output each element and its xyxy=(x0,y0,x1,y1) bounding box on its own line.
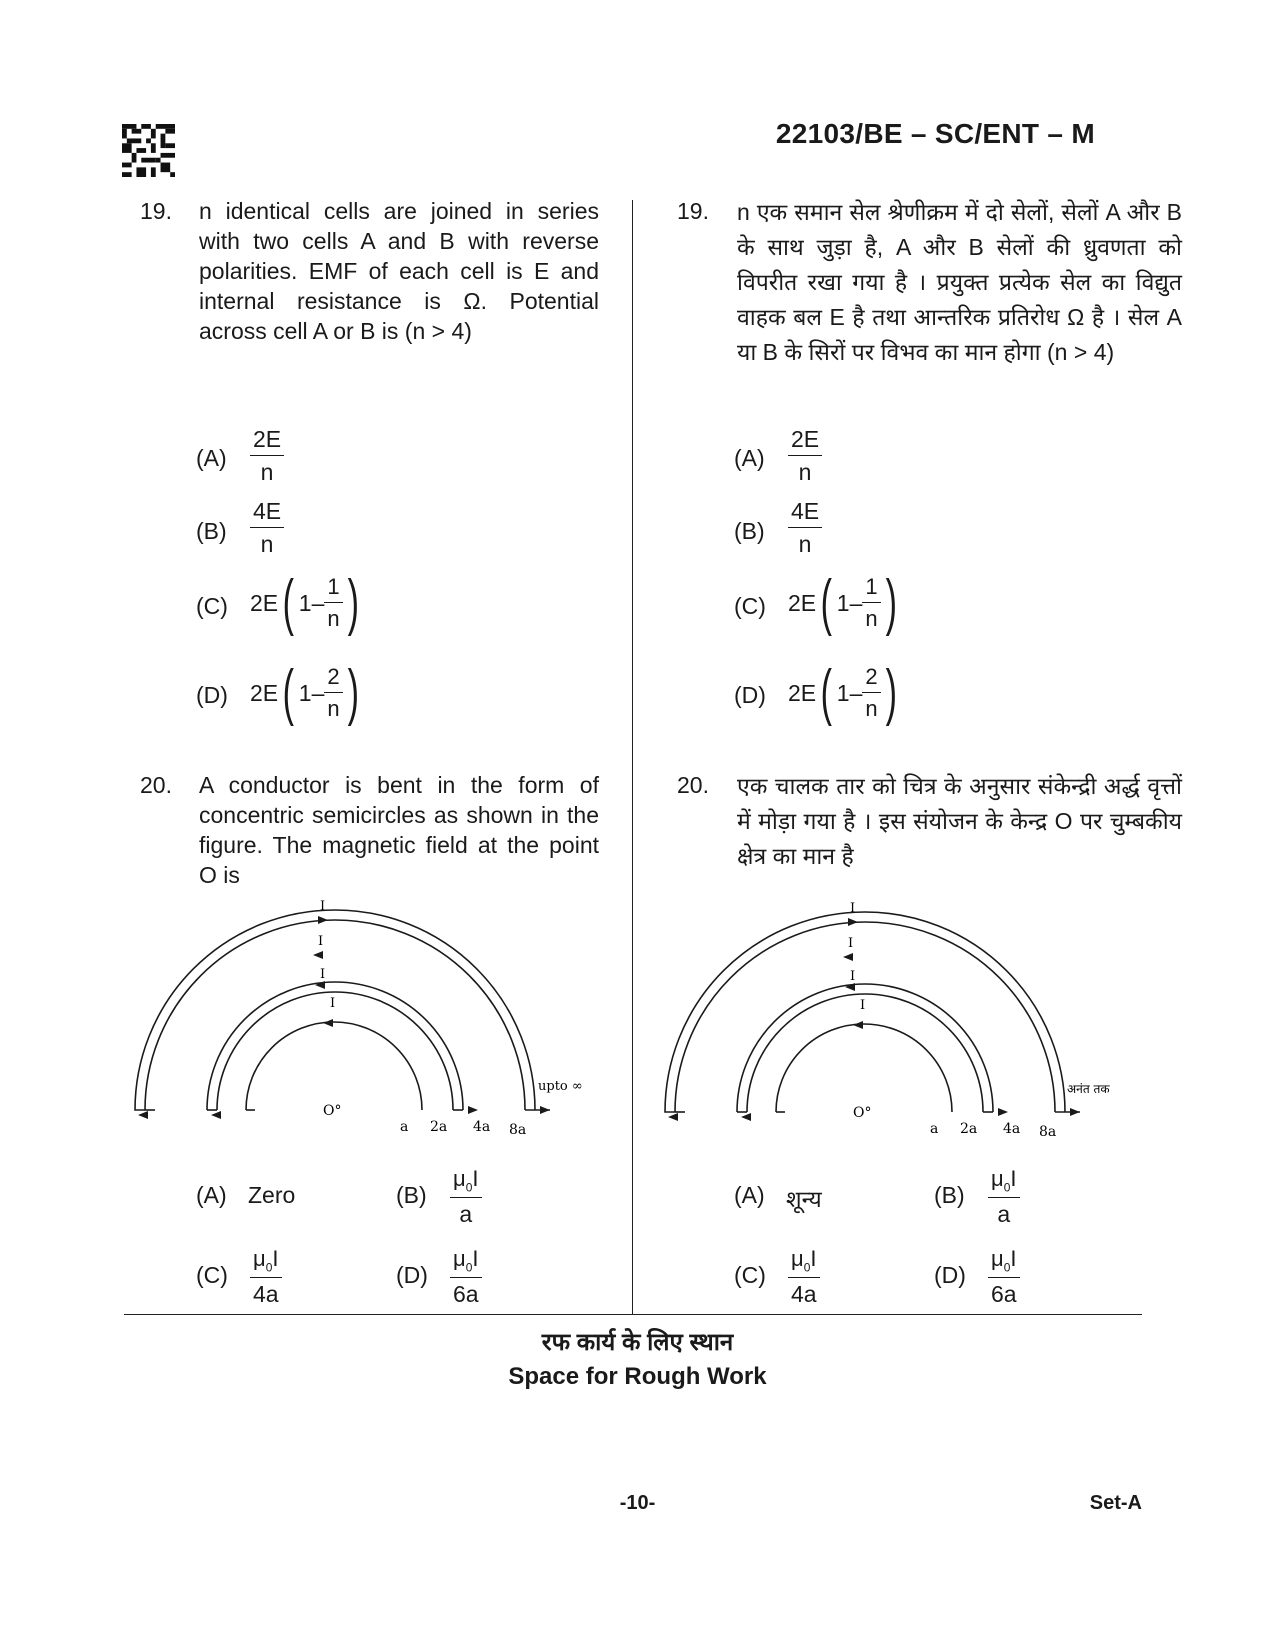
question-20-text-en: A conductor is bent in the form of concentric semicircles as shown in the figure. The magnetic field at the point O is xyxy=(199,772,599,888)
question-19-number-en: 19. xyxy=(140,198,172,224)
fraction-denominator: a xyxy=(997,1201,1011,1228)
question-19-text-hi: n एक समान सेल श्रेणीक्रम में दो सेलों, सेलों A और B के साथ जुड़ा है, A और B सेलों की ध्रुवणता को विपरीत रखा गया है । प्रयुक्त प्रत्येक सेल का विद्युत वाहक बल E है तथा आन्तरिक प्रतिरोध Ω है । सेल A या B के सिरों पर विभव का मान होगा (n > 4) xyxy=(737,199,1182,365)
fraction-denominator: n xyxy=(798,531,812,557)
one-minus: 1– xyxy=(836,589,863,616)
coefficient: 2E xyxy=(250,679,279,706)
arrow-left xyxy=(853,1021,863,1029)
semicircles-figure-hi xyxy=(655,897,1145,1147)
fraction-numerator xyxy=(250,1248,282,1278)
q20-option-c-value-en xyxy=(250,1248,282,1306)
fraction-denominator: n xyxy=(865,606,878,631)
set-label: Set-A xyxy=(1089,1492,1142,1514)
q20-option-d-label-hi: (D) xyxy=(934,1262,966,1288)
current-label: I xyxy=(318,934,324,949)
coefficient: 2E xyxy=(250,589,279,616)
fraction-denominator: n xyxy=(260,531,274,557)
q20-option-c-value-hi xyxy=(788,1248,820,1306)
fraction-numerator: 2E xyxy=(788,428,822,456)
origin-label: O° xyxy=(853,1105,872,1121)
subscript: 0 xyxy=(1003,1180,1011,1195)
semicircle-outer xyxy=(675,922,1055,1112)
one-minus: 1– xyxy=(298,679,325,706)
radius-a-label: a xyxy=(400,1119,409,1135)
fraction-numerator: 4E xyxy=(250,500,284,528)
fraction-numerator: 2E xyxy=(250,428,284,456)
arrow-right xyxy=(1070,1108,1080,1116)
subscript: 0 xyxy=(265,1260,273,1275)
fraction-denominator: n xyxy=(327,606,340,631)
radius-2a-label: 2a xyxy=(960,1121,978,1137)
coefficient: 2E xyxy=(788,589,817,616)
coefficient: 2E xyxy=(788,679,817,706)
subscript: 0 xyxy=(1003,1260,1011,1275)
q19-option-b-value-en xyxy=(250,500,284,556)
fraction-numerator: 2 xyxy=(324,666,342,693)
current-symbol: I xyxy=(472,1166,479,1191)
current-label: I xyxy=(330,996,336,1011)
radius-4a-label: 4a xyxy=(473,1119,491,1135)
q19-option-c-value-en xyxy=(250,568,363,637)
fraction-denominator: n xyxy=(865,696,878,721)
infinity-label: upto ∞ xyxy=(538,1079,583,1094)
fraction xyxy=(862,576,880,630)
question-19-text-en: n identical cells are joined in series with two cells A and B with reverse polarities. EMF of each cell is E and internal resistance is Ω. Potential across cell A or B is (n > 4) xyxy=(199,198,599,344)
semicircles-figure-en xyxy=(125,895,615,1145)
q19-option-a-value-en xyxy=(250,428,284,484)
fraction xyxy=(324,666,342,720)
q20-option-d-value-hi xyxy=(988,1248,1020,1306)
fraction-numerator xyxy=(788,1248,820,1278)
radius-8a-label: 8a xyxy=(1039,1124,1057,1140)
close-paren: ) xyxy=(347,658,359,727)
mu-symbol: μ xyxy=(453,1166,466,1191)
fraction-denominator: n xyxy=(327,696,340,721)
arrow-left xyxy=(211,1111,221,1119)
q20-option-b-label-hi: (B) xyxy=(934,1182,965,1208)
fraction-numerator xyxy=(450,1168,482,1198)
question-19-number-hi: 19. xyxy=(677,198,709,224)
question-20-number-hi: 20. xyxy=(677,772,709,798)
semicircle-outer xyxy=(145,920,525,1110)
current-label: I xyxy=(320,899,326,914)
mu-symbol: μ xyxy=(453,1246,466,1271)
arrow-right xyxy=(540,1106,550,1114)
q19-option-d-label-en: (D) xyxy=(196,682,228,708)
mu-symbol: μ xyxy=(791,1246,804,1271)
q19-option-c-value-hi xyxy=(788,568,901,637)
qr-code xyxy=(122,124,175,177)
q19-option-d-value-en xyxy=(250,658,363,727)
q20-option-b-value-hi xyxy=(988,1168,1020,1226)
current-symbol: I xyxy=(1010,1246,1017,1271)
fraction-numerator: 4E xyxy=(788,500,822,528)
fraction-denominator: 6a xyxy=(990,1281,1017,1308)
fraction xyxy=(862,666,880,720)
subscript: 0 xyxy=(465,1260,473,1275)
q19-option-d-label-hi: (D) xyxy=(734,682,766,708)
infinity-label: अनंत तक xyxy=(1067,1082,1110,1096)
current-label: I xyxy=(320,967,326,982)
q20-option-d-label-en: (D) xyxy=(396,1262,428,1288)
arrow-left xyxy=(313,951,323,959)
origin-label: O° xyxy=(323,1103,342,1119)
semicircle-inner xyxy=(246,1022,422,1110)
q19-option-a-value-hi xyxy=(788,428,822,484)
arrow-left xyxy=(843,953,853,961)
fraction-numerator xyxy=(988,1248,1020,1278)
q19-option-b-label-en: (B) xyxy=(196,518,227,544)
q20-option-a-value-en: Zero xyxy=(248,1182,296,1208)
radius-8a-label: 8a xyxy=(509,1122,527,1138)
close-paren: ) xyxy=(885,658,897,727)
q20-option-b-label-en: (B) xyxy=(396,1182,427,1208)
q20-option-a-value-hi: शून्य xyxy=(786,1186,822,1212)
fraction-denominator: 4a xyxy=(252,1281,279,1308)
page-number: -10- xyxy=(619,1492,656,1514)
q19-option-c-label-hi: (C) xyxy=(734,593,766,619)
fraction-denominator: 4a xyxy=(790,1281,817,1308)
q19-option-d-value-hi xyxy=(788,658,901,727)
rough-work-title-hi: रफ कार्य के लिए स्थान xyxy=(541,1329,734,1356)
close-paren: ) xyxy=(347,568,359,637)
radius-2a-label: 2a xyxy=(430,1119,448,1135)
fraction-numerator xyxy=(450,1248,482,1278)
radius-4a-label: 4a xyxy=(1003,1121,1021,1137)
fraction-denominator: n xyxy=(798,459,812,485)
open-paren: ( xyxy=(820,658,833,727)
radius-a-label: a xyxy=(930,1121,939,1137)
arrow-right xyxy=(468,1106,478,1114)
fraction-numerator: 1 xyxy=(862,576,880,603)
fraction-denominator: 6a xyxy=(452,1281,479,1308)
open-paren: ( xyxy=(282,658,295,727)
paper-code: 22103/BE – SC/ENT – M xyxy=(775,118,1095,149)
arrow-left xyxy=(741,1113,751,1121)
fraction-numerator xyxy=(988,1168,1020,1198)
q20-option-c-label-en: (C) xyxy=(196,1262,228,1288)
fraction xyxy=(324,576,342,630)
mu-symbol: μ xyxy=(991,1246,1004,1271)
question-20-text-hi: एक चालक तार को चित्र के अनुसार संकेन्द्री अर्द्ध वृत्तों में मोड़ा गया है । इस संयोजन के केन्द्र O पर चुम्बकीय क्षेत्र का मान है xyxy=(737,773,1182,869)
open-paren: ( xyxy=(820,568,833,637)
one-minus: 1– xyxy=(836,679,863,706)
subscript: 0 xyxy=(465,1180,473,1195)
current-label: I xyxy=(860,998,866,1013)
q19-option-b-value-hi xyxy=(788,500,822,556)
open-paren: ( xyxy=(282,568,295,637)
current-symbol: I xyxy=(472,1246,479,1271)
arrow-left xyxy=(138,1111,148,1119)
q20-option-a-label-en: (A) xyxy=(196,1182,227,1208)
column-divider xyxy=(632,200,633,1315)
arrow-right xyxy=(318,916,328,924)
fraction-denominator: n xyxy=(260,459,274,485)
q20-option-a-label-hi: (A) xyxy=(734,1182,765,1208)
close-paren: ) xyxy=(885,568,897,637)
mu-symbol: μ xyxy=(991,1166,1004,1191)
arrow-right xyxy=(848,918,858,926)
current-symbol: I xyxy=(1010,1166,1017,1191)
q19-option-c-label-en: (C) xyxy=(196,593,228,619)
semicircle-inner xyxy=(776,1024,952,1112)
mu-symbol: μ xyxy=(253,1246,266,1271)
q20-option-b-value-en xyxy=(450,1168,482,1226)
fraction-denominator: a xyxy=(459,1201,473,1228)
fraction-numerator: 1 xyxy=(324,576,342,603)
question-20-number-en: 20. xyxy=(140,772,172,798)
current-label: I xyxy=(850,901,856,916)
arrow-left xyxy=(668,1113,678,1121)
q19-option-a-label-hi: (A) xyxy=(734,445,765,471)
q19-option-a-label-en: (A) xyxy=(196,445,227,471)
arrow-left xyxy=(323,1019,333,1027)
q19-option-b-label-hi: (B) xyxy=(734,518,765,544)
subscript: 0 xyxy=(803,1260,811,1275)
current-symbol: I xyxy=(810,1246,817,1271)
current-label: I xyxy=(850,969,856,984)
q20-option-d-value-en xyxy=(450,1248,482,1306)
q20-option-c-label-hi: (C) xyxy=(734,1262,766,1288)
fraction-numerator: 2 xyxy=(862,666,880,693)
current-label: I xyxy=(848,936,854,951)
rough-work-title-en: Space for Rough Work xyxy=(508,1363,767,1390)
arrow-right xyxy=(998,1108,1008,1116)
current-symbol: I xyxy=(272,1246,279,1271)
section-divider xyxy=(124,1314,1142,1315)
one-minus: 1– xyxy=(298,589,325,616)
